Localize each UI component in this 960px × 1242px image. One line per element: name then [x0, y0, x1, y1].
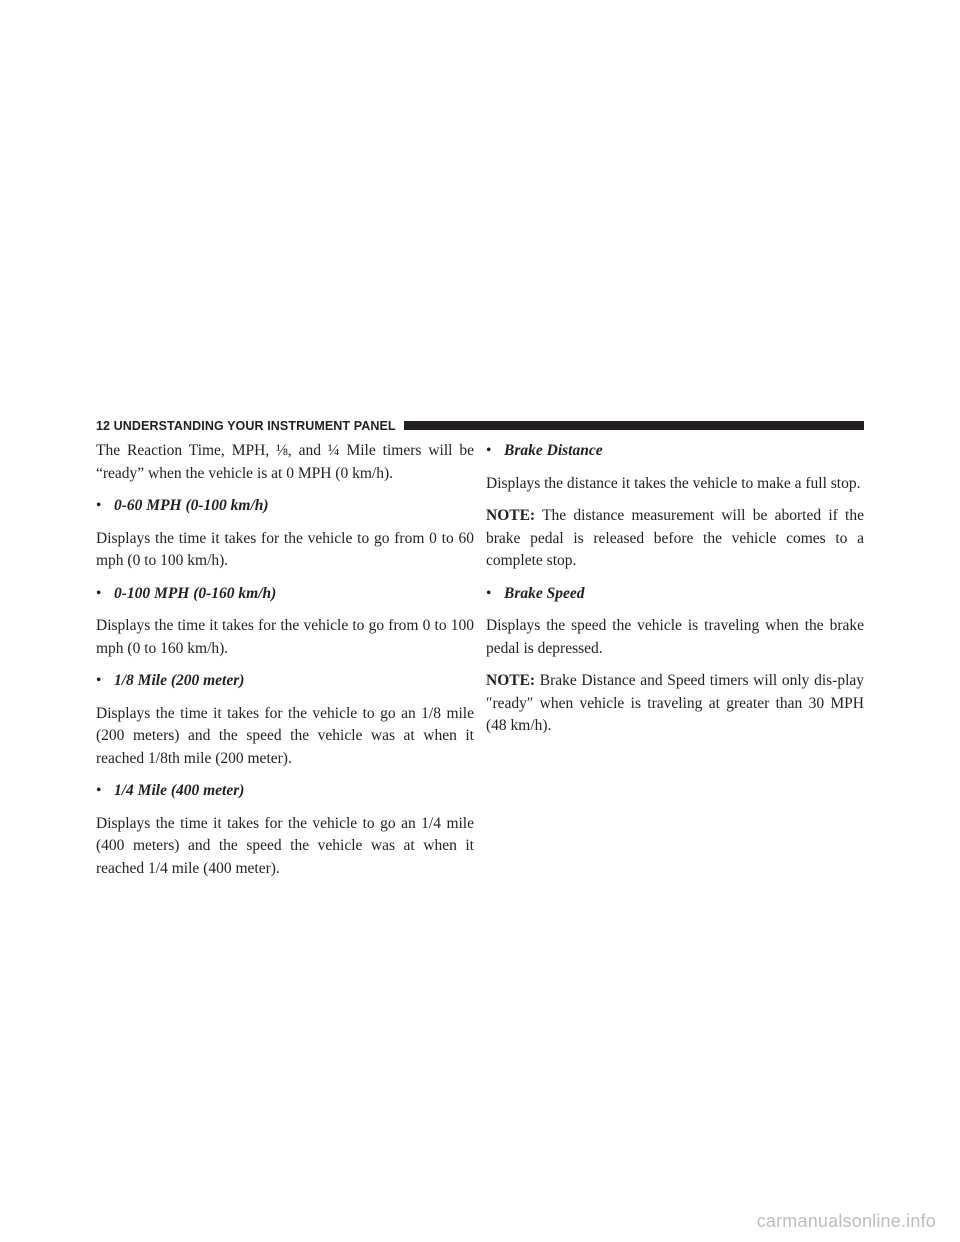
- page-header: [96, 418, 864, 434]
- bullet-brake-distance: [486, 440, 864, 463]
- bullet-heading: 1/4 Mile (400 meter): [114, 782, 245, 799]
- bullet-0-60-mph: [96, 495, 474, 518]
- bullet-brake-speed: [486, 583, 864, 606]
- bullet-heading: 0-100 MPH (0-160 km/h): [114, 584, 277, 602]
- note-label: NOTE:: [486, 672, 536, 689]
- intro-paragraph: The Reaction Time, MPH, ⅛, and ¼ Mile timers will be “ready” when the vehicle is at 0 MPH (0 km/h).: [96, 442, 474, 482]
- bullet-icon: •: [486, 442, 492, 459]
- header-rule: [396, 421, 864, 430]
- bullet-eighth-mile: [96, 670, 474, 693]
- paragraph-brake-distance: Displays the distance it takes the vehicle to make a full stop.: [486, 474, 861, 492]
- bullet-heading: Brake Distance: [504, 442, 603, 459]
- paragraph-quarter-mile: Displays the time it takes for the vehicle to go an 1/4 mile (400 meters) and the speed the vehicle was at when it reached 1/4 mile (400 meter).: [96, 814, 474, 877]
- bullet-heading: Brake Speed: [504, 584, 585, 602]
- note-brake-speed: [486, 670, 864, 738]
- bullet-quarter-mile: [96, 780, 474, 803]
- bullet-heading: 1/8 Mile (200 meter): [114, 672, 245, 689]
- right-column: [486, 440, 864, 748]
- bullet-0-100-mph: [96, 583, 474, 606]
- note-label: NOTE:: [486, 507, 536, 524]
- bullet-icon: •: [96, 584, 102, 602]
- bullet-icon: •: [96, 497, 102, 514]
- bullet-icon: •: [486, 584, 492, 602]
- watermark: carmanualsonline.info: [756, 1211, 936, 1231]
- bullet-icon: •: [96, 672, 102, 689]
- bullet-heading: 0-60 MPH (0-100 km/h): [114, 497, 269, 514]
- left-column: [96, 440, 474, 890]
- paragraph-brake-speed: Displays the speed the vehicle is traveling when the brake pedal is depressed.: [486, 617, 864, 657]
- paragraph-0-100-mph: Displays the time it takes for the vehicle to go from 0 to 100 mph (0 to 160 km/h).: [96, 617, 474, 657]
- note-brake-distance: [486, 505, 864, 573]
- paragraph-eighth-mile: Displays the time it takes for the vehicle to go an 1/8 mile (200 meters) and the speed the vehicle was at when it reached 1/8th mile (200 meter).: [96, 704, 474, 767]
- note-text: Brake Distance and Speed timers will only dis-play ″ready″ when vehicle is traveling at greater than 30 MPH (48 km/h).: [486, 672, 864, 734]
- bullet-icon: •: [96, 782, 102, 799]
- page-header-title: 12 UNDERSTANDING YOUR INSTRUMENT PANEL: [96, 418, 404, 434]
- paragraph-0-60-mph: Displays the time it takes for the vehicle to go from 0 to 60 mph (0 to 100 km/h).: [96, 529, 474, 569]
- note-text: The distance measurement will be aborted if the brake pedal is released before the vehicle comes to a complete stop.: [486, 507, 864, 569]
